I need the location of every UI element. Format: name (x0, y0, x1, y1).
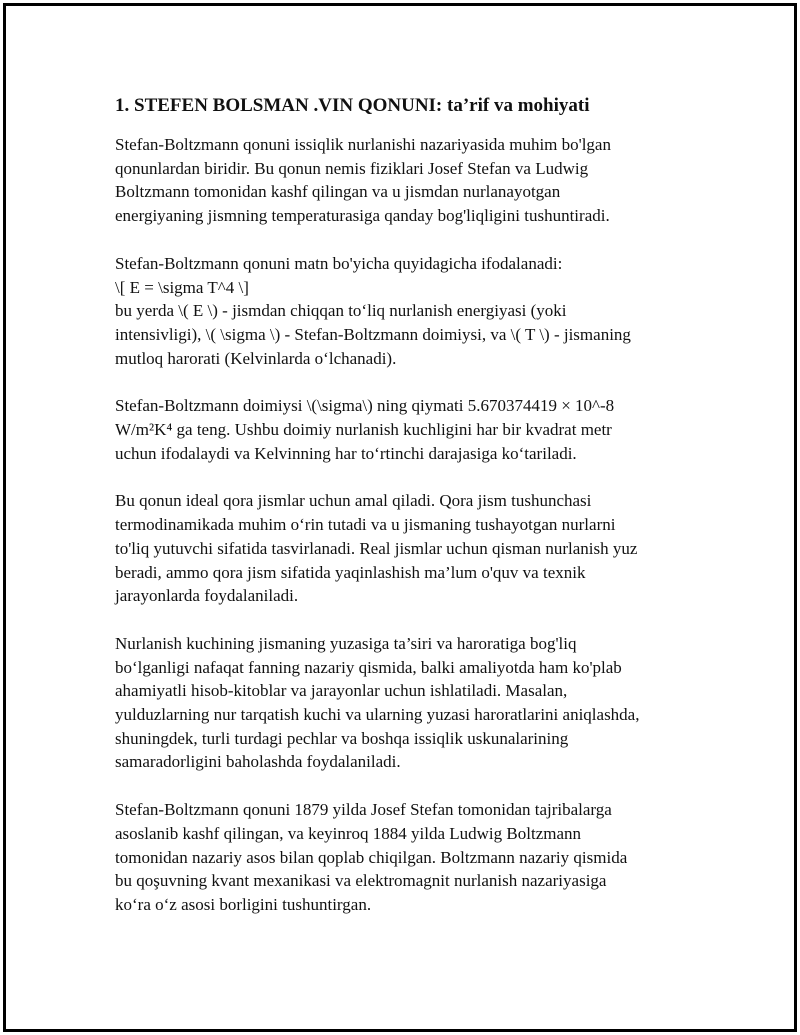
text-line: W/m²K⁴ ga teng. Ushbu doimiy nurlanish kuchligini har bir kvadrat metr (115, 420, 612, 440)
text-line: to'liq yutuvchi sifatida tasvirlanadi. Real jismlar uchun qisman nurlanish yuz (115, 538, 638, 558)
paragraph-applications (115, 632, 695, 774)
text-line: bu qoşuvning kvant mexanikasi va elektromagnit nurlanish nazariyasiga (115, 871, 607, 891)
paragraph-black-body (115, 489, 695, 608)
text-line: Stefan-Boltzmann doimiysi \(\sigma\) ning qiymati 5.670374419 × 10^-8 (115, 396, 615, 416)
text-line: asoslanib kashf qilingan, va keyinroq 1884 yilda Ludwig Boltzmann (115, 823, 582, 843)
paragraph-definition (115, 133, 695, 228)
text-line: qonunlardan biridir. Bu qonun nemis fiziklari Josef Stefan va Ludwig (115, 158, 589, 178)
formula-line: \[ E = \sigma T^4 \] (115, 277, 249, 297)
text-line: ko‘ra o‘z asosi borligini tushuntirgan. (115, 894, 372, 914)
paragraph-formula (115, 252, 695, 371)
text-line: energiyaning jismning temperaturasiga qanday bog'liqligini tushuntiradi. (115, 206, 610, 226)
text-line: samaradorligini baholashda foydalaniladi. (115, 752, 401, 772)
text-line: beradi, ammo qora jism sifatida yaqinlashish ma’lum o'quv va texnik (115, 562, 586, 582)
text-line: termodinamikada muhim o‘rin tutadi va u jismaning tushayotgan nurlarni (115, 515, 616, 535)
text-line: intensivligi), \( \sigma \) - Stefan-Boltzmann doimiysi, va \( T \) - jismaning (115, 324, 631, 344)
text-line: mutloq harorati (Kelvinlarda o‘lchanadi). (115, 348, 397, 368)
document-body (115, 93, 695, 941)
paragraph-history (115, 798, 695, 917)
text-line: uchun ifodalaydi va Kelvinning har to‘rtinchi darajasiga ko‘tariladi. (115, 443, 577, 463)
paragraph-constant (115, 394, 695, 465)
text-line: jarayonlarda foydalaniladi. (115, 586, 299, 606)
text-line: yulduzlarning nur tarqatish kuchi va ularning yuzasi haroratlarini aniqlashda, (115, 705, 640, 725)
text-line: ahamiyatli hisob-kitoblar va jarayonlar uchun ishlatiladi. Masalan, (115, 681, 568, 701)
text-line: Stefan-Boltzmann qonuni issiqlik nurlanishi nazariyasida muhim bo'lgan (115, 135, 611, 154)
text-line: Stefan-Boltzmann qonuni 1879 yilda Josef Stefan tomonidan tajribalarga (115, 800, 612, 820)
text-line: Nurlanish kuchining jismaning yuzasiga ta’siri va haroratiga bog'liq (115, 633, 577, 653)
text-line: bo‘lganligi nafaqat fanning nazariy qismida, balki amaliyotda ham ko'plab (115, 657, 622, 677)
text-line: tomonidan nazariy asos bilan qoplab chiqilgan. Boltzmann nazariy qismida (115, 847, 628, 867)
text-line: Bu qonun ideal qora jismlar uchun amal qiladi. Qora jism tushunchasi (115, 491, 592, 511)
text-line: Stefan-Boltzmann qonuni matn bo'yicha quyidagicha ifodalanadi: (115, 253, 563, 273)
text-line: Boltzmann tomonidan kashf qilingan va u jismdan nurlanayotgan (115, 182, 561, 202)
text-line: shuningdek, turli turdagi pechlar va boshqa issiqlik uskunalarining (115, 728, 569, 748)
text-line: bu yerda \( E \) - jismdan chiqqan to‘liq nurlanish energiyasi (yoki (115, 301, 567, 321)
document-title: 1. STEFEN BOLSMAN .VIN QONUNI: ta’rif va mohiyati (115, 95, 590, 116)
